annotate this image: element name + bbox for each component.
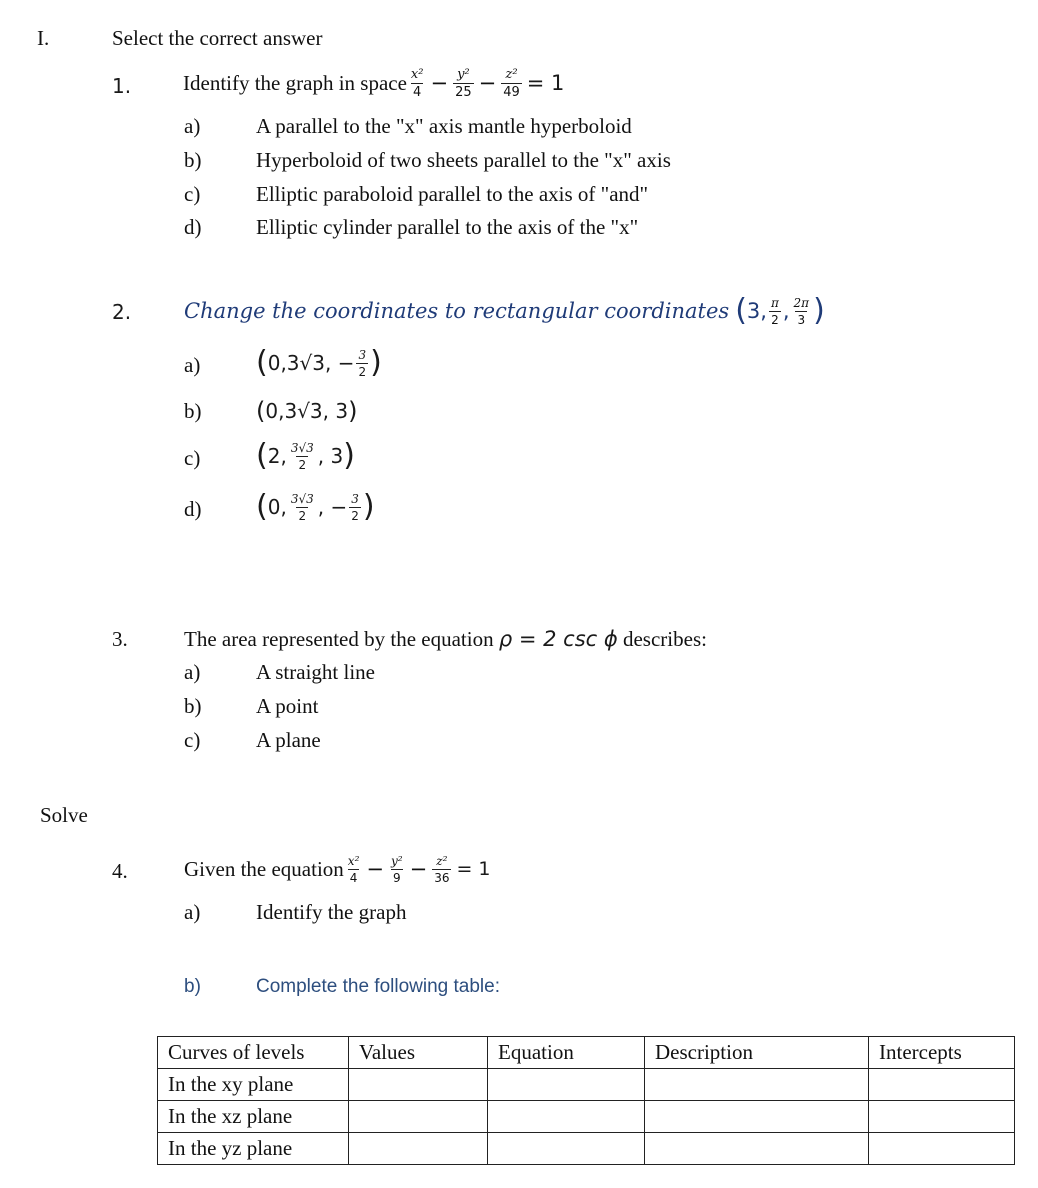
q3-option-b-text: A point: [256, 694, 319, 718]
table-cell: In the xz plane: [158, 1101, 349, 1133]
table-row: [158, 1101, 1015, 1133]
table-row: [158, 1133, 1015, 1165]
q3-option-c-text: A plane: [256, 728, 321, 752]
q2-paren-open: (: [735, 293, 747, 328]
table-cell[interactable]: [645, 1101, 869, 1133]
q1-number: 1.: [112, 74, 132, 98]
q2-point-a: 3,: [746, 299, 767, 323]
q2-prompt-line: [184, 288, 825, 334]
q1-option-c-letter: c): [184, 182, 201, 206]
table-cell[interactable]: [869, 1069, 1015, 1101]
q1-minus1: −: [430, 71, 449, 95]
q2-option-a-letter: a): [184, 353, 201, 377]
section-title: Select the correct answer: [112, 26, 323, 50]
table-header-cell: Intercepts: [869, 1037, 1015, 1069]
q4-term1: $\frac{\text{x²}}{4}$: [347, 853, 360, 885]
q4-minus1: −: [366, 857, 384, 881]
table-cell[interactable]: [869, 1133, 1015, 1165]
q3-prompt-before: The area represented by the equation: [184, 627, 494, 651]
q2-paren-close: ): [813, 293, 825, 328]
q1-rhs: = 1: [526, 71, 565, 95]
q4-term3: $\frac{\text{z²}}{36}$: [434, 853, 450, 885]
q3-option-a-letter: a): [184, 660, 201, 684]
q4-part-a-letter: a): [184, 900, 201, 924]
level-curves-table: [157, 1036, 1015, 1165]
table-cell[interactable]: [349, 1069, 488, 1101]
table-cell[interactable]: [645, 1069, 869, 1101]
q4-prompt-line: [184, 846, 491, 892]
table-header-cell: Values: [349, 1037, 488, 1069]
table-cell[interactable]: [349, 1101, 488, 1133]
table-header-cell: Curves of levels: [158, 1037, 349, 1069]
q2-number: 2.: [112, 300, 132, 324]
q4-minus2: −: [409, 857, 428, 881]
q2-option-c: ( 2, $\frac{3√3}{2}$ , 3 ): [256, 438, 355, 473]
q1-option-b-letter: b): [184, 148, 202, 172]
table-header-cell: Equation: [488, 1037, 645, 1069]
q4-term2: $\frac{\text{y²}}{9}$: [390, 853, 403, 885]
table-row: [158, 1069, 1015, 1101]
q2-option-b: ( 0,3√3, 3 ): [256, 397, 358, 425]
table-cell[interactable]: [869, 1101, 1015, 1133]
q2-option-d: ( 0, $\frac{3√3}{2}$ , − $\frac{3}{2}$ ): [256, 489, 375, 524]
section-number: I.: [37, 26, 50, 50]
q3-equation: ρ = 2 csc ϕ: [498, 627, 618, 651]
q1-option-a-text: A parallel to the "x" axis mantle hyperboloid: [256, 114, 632, 138]
table-cell[interactable]: [349, 1133, 488, 1165]
q2-option-b-letter: b): [184, 399, 202, 423]
q3-number: 3.: [112, 627, 128, 651]
table-header-row: [158, 1037, 1015, 1069]
q2-option-a: ( 0,3√3, − $\frac{3}{2}$ ): [256, 345, 382, 380]
q4-number: 4.: [112, 859, 128, 883]
q1-option-a-letter: a): [184, 114, 201, 138]
q2-option-d-letter: d): [184, 497, 202, 521]
q3-option-c-letter: c): [184, 728, 201, 752]
table-cell[interactable]: [488, 1133, 645, 1165]
q1-prompt: Identify the graph in space: [183, 70, 407, 95]
table-cell[interactable]: [488, 1101, 645, 1133]
q2-option-c-letter: c): [184, 446, 201, 470]
table-cell: In the yz plane: [158, 1133, 349, 1165]
table-cell: In the xy plane: [158, 1069, 349, 1101]
q3-option-a-text: A straight line: [256, 660, 375, 684]
q2-point-sep: ,: [782, 299, 790, 323]
q1-term2: $\frac{\text{y²}}{25}$: [455, 66, 472, 100]
q4-part-a-text: Identify the graph: [256, 900, 407, 924]
solve-label: Solve: [40, 803, 88, 827]
q4-part-b-text: Complete the following table:: [256, 976, 500, 997]
q2-point-c: $\frac{2\pi}{3}$: [793, 295, 810, 327]
table-cell[interactable]: [488, 1069, 645, 1101]
q1-option-d-letter: d): [184, 215, 202, 239]
q4-rhs: = 1: [456, 858, 491, 880]
q1-term3: $\frac{\text{z²}}{49}$: [503, 66, 520, 100]
table-cell[interactable]: [645, 1133, 869, 1165]
q3-option-b-letter: b): [184, 694, 202, 718]
q1-option-b-text: Hyperboloid of two sheets parallel to the "x" axis: [256, 148, 671, 172]
table-header-cell: Description: [645, 1037, 869, 1069]
q3-prompt-after: describes:: [622, 627, 707, 651]
q1-term1: $\frac{\text{x²}}{4}$: [410, 66, 424, 100]
q3-prompt-line: [184, 627, 707, 652]
q4-prompt: Given the equation: [184, 856, 344, 881]
q2-point-b: $\frac{\pi}{2}$: [770, 295, 779, 327]
q2-prompt: Change the coordinates to rectangular coordinates: [184, 299, 730, 323]
q1-option-c-text: Elliptic paraboloid parallel to the axis of "and": [256, 182, 649, 206]
q4-part-b-letter: b): [184, 976, 201, 997]
q1-prompt-line: [183, 58, 564, 108]
q1-minus2: −: [478, 71, 497, 95]
q1-option-d-text: Elliptic cylinder parallel to the axis of the "x": [256, 215, 639, 239]
